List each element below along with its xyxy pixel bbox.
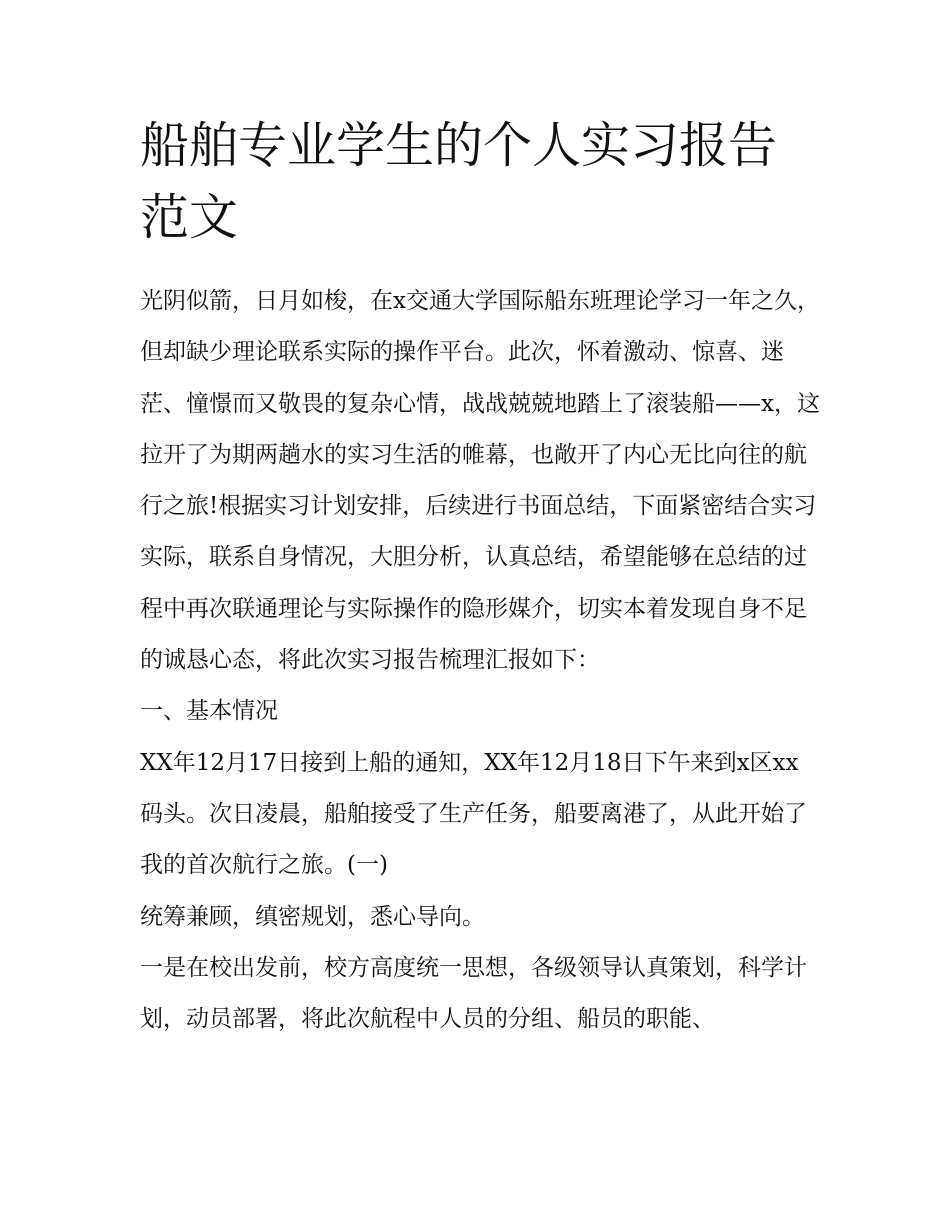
document-body	[140, 276, 820, 1045]
paragraph-first-point: 一是在校出发前，校方高度统一思想，各级领导认真策划，科学计划，动员部署，将此次航程中人员的分组、船员的职能、	[140, 954, 807, 1033]
document-title: 船舶专业学生的个人实习报告范文	[140, 117, 778, 246]
paragraph-boarding: XX年12月17日接到上船的通知，XX年12月18日下午来到x区xx码头。次日凌晨，船舶接受了生产任务，船要离港了，从此开始了我的首次航行之旅。(一)	[140, 749, 807, 879]
paragraph-intro: 光阴似箭，日月如梭，在x交通大学国际船东班理论学习一年之久，但却缺少理论联系实际的操作平台。此次，怀着激动、惊喜、迷茫、憧憬而又敬畏的复杂心情，战战兢兢地踏上了滚装船——x，这拉开了为期两趟水的实习生活的帷幕，也敞开了内心无比向往的航行之旅!根据实习计划安排，后续进行书面总结，下面紧密结合实习实际，联系自身情况，大胆分析，认真总结，希望能够在总结的过程中再次联通理论与实际操作的隐形媒介，切实本着发现自身不足的诚恳心态，将此次实习报告梳理汇报如下：	[140, 288, 820, 674]
section-heading-basic-info: 一、基本情况	[140, 698, 278, 725]
paragraph-subheading: 统筹兼顾，缜密规划，悉心导向。	[140, 903, 485, 930]
